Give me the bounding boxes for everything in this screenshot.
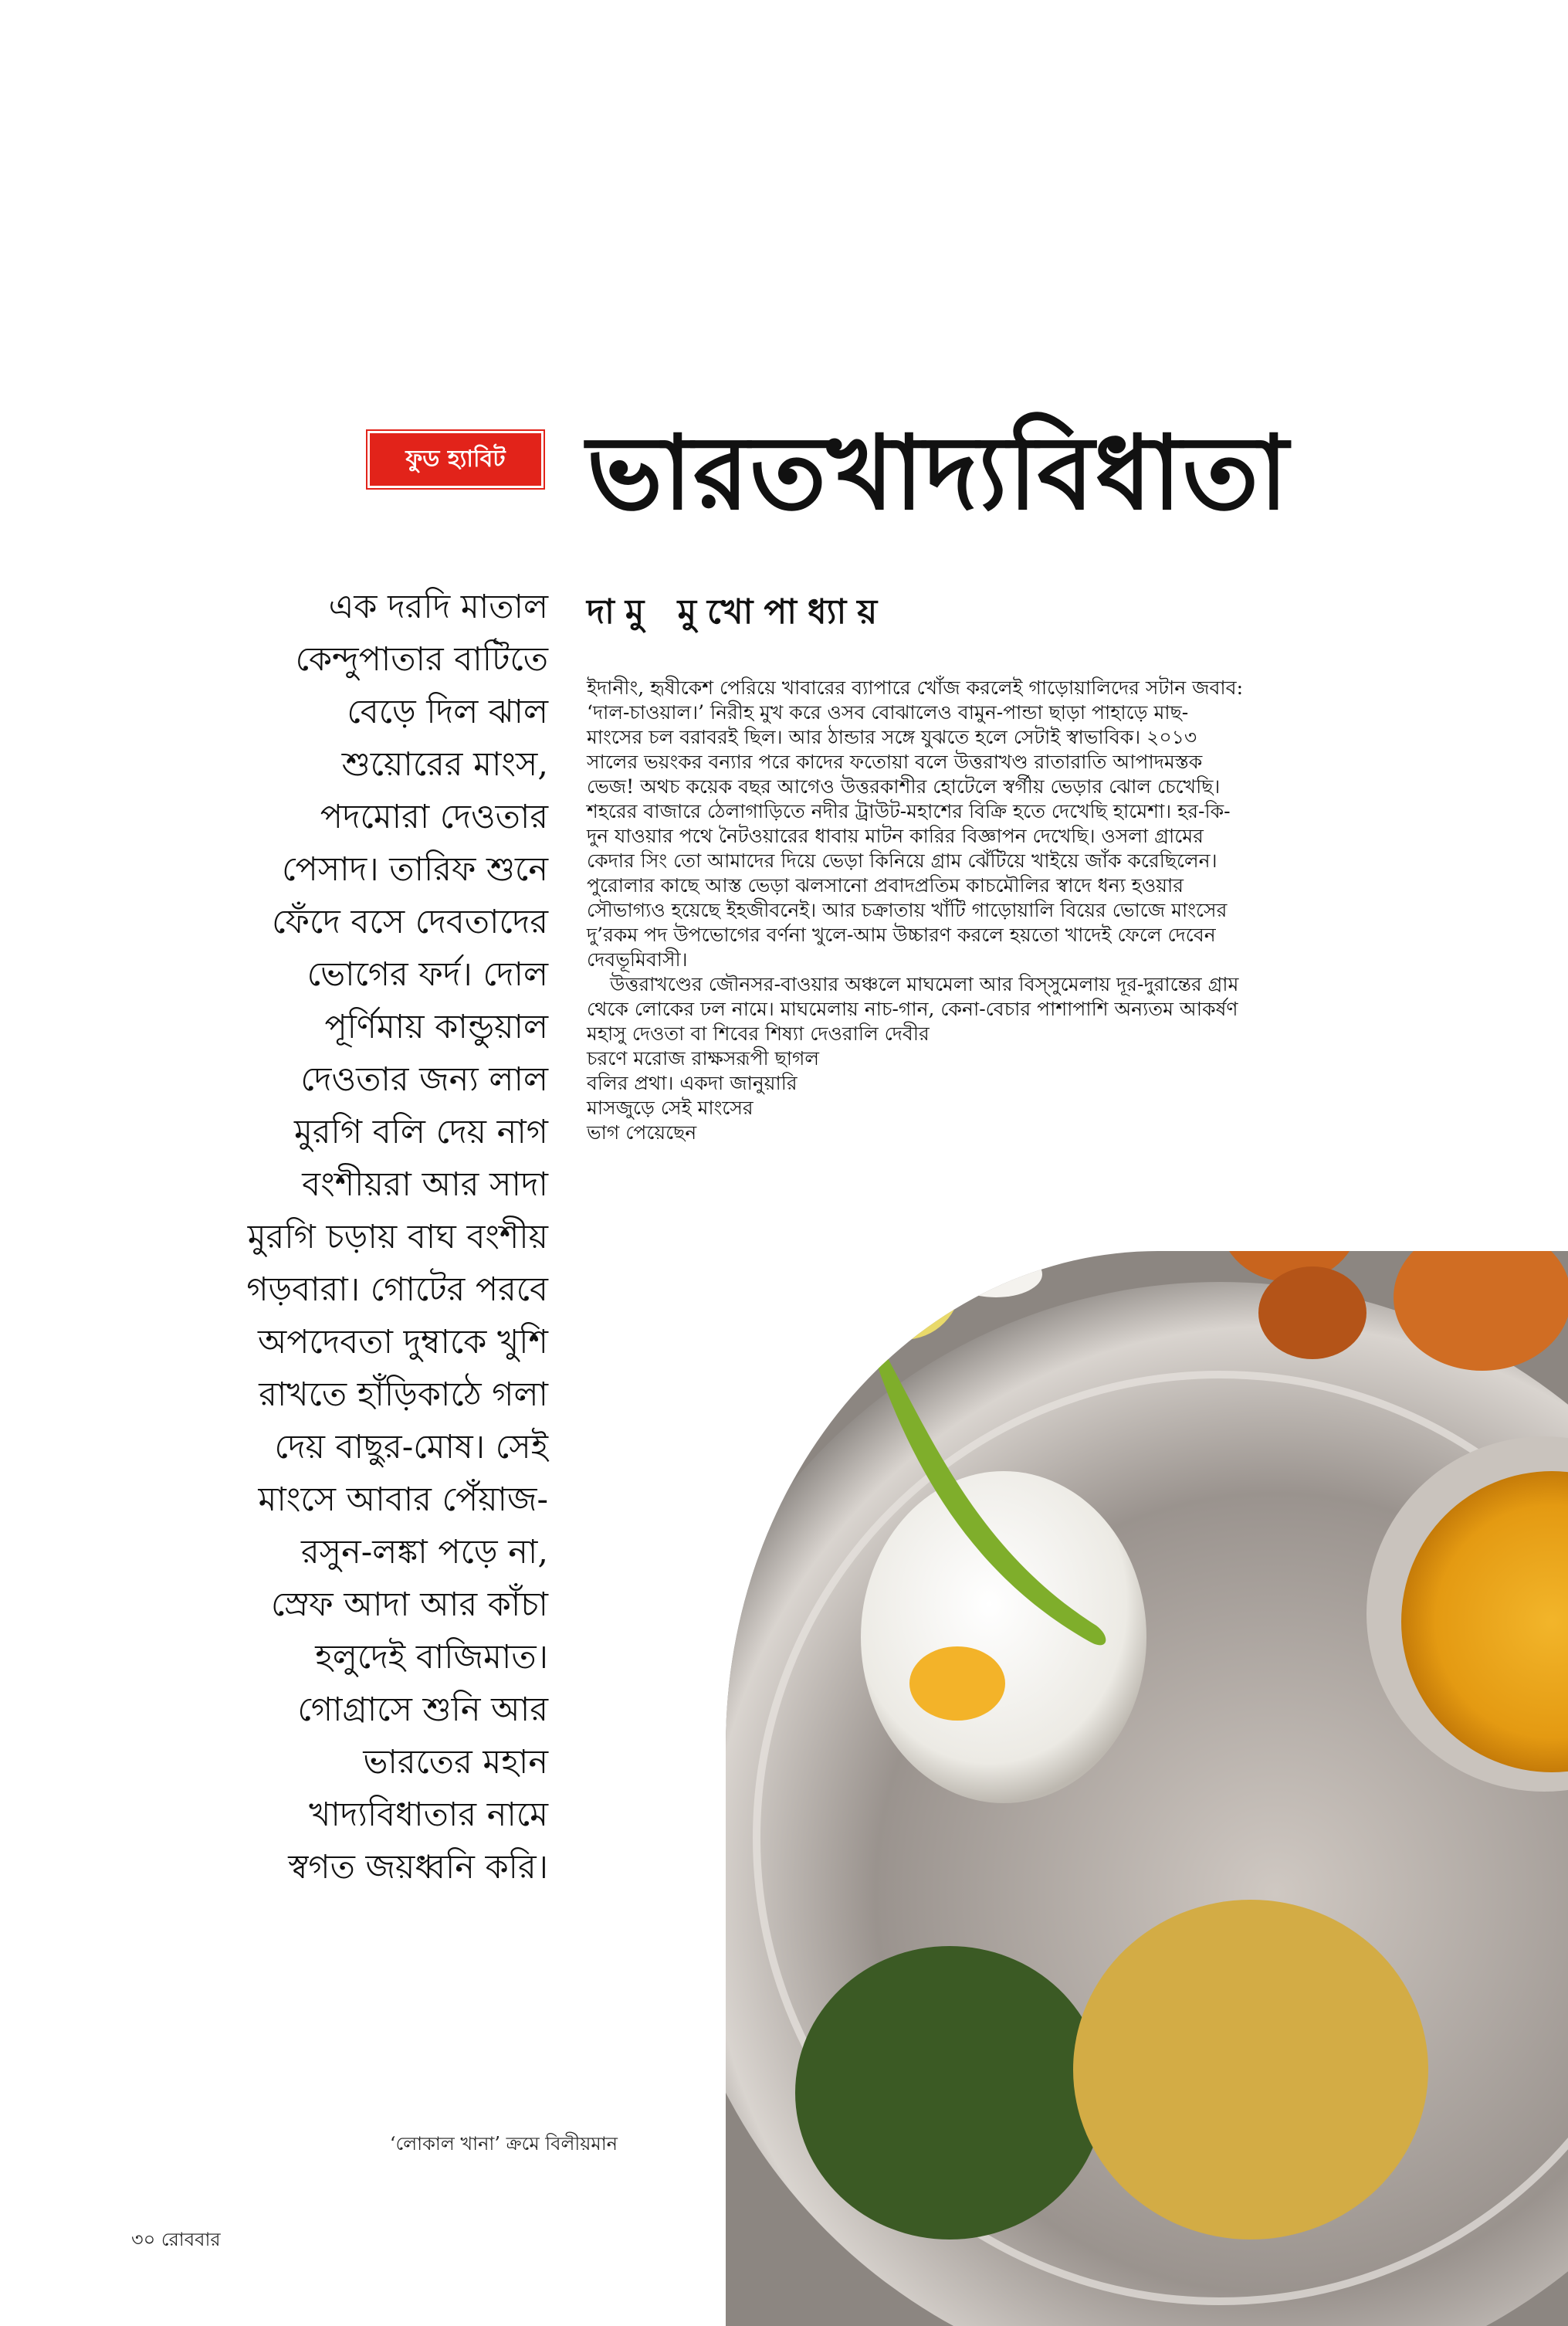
body-line: থেকে লোকের ঢল নামে। মাঘমেলায় নাচ-গান, কেনা-বেচার পাশাপাশি অন্যতম আকর্ষণ xyxy=(587,998,1238,1020)
page-folio: ৩০ রোববার xyxy=(131,2229,221,2250)
thali-illustration xyxy=(726,1251,1568,2326)
pull-quote-line: গড়বারা। গোটের পরবে xyxy=(246,1270,548,1309)
pull-quote-line: গোগ্রাসে শুনি আর xyxy=(297,1690,548,1729)
pull-quote-line: অপদেবতা দুম্বাকে খুশি xyxy=(257,1323,548,1361)
body-line: ‘দাল-চাওয়াল।’ নিরীহ মুখ করে ওসব বোঝালেও বামুন-পান্ডা ছাড়া পাহাড়ে মাছ- xyxy=(587,701,1189,724)
pull-quote-line: দেয় বাছুর-মোষ। সেই xyxy=(274,1428,548,1466)
body-line: দুন যাওয়ার পথে নৈটওয়ারের ধাবায় মাটন কারির বিজ্ঞাপন দেখেছি। ওসলা গ্রামের xyxy=(587,825,1204,847)
pull-quote-line: রাখতে হাঁড়িকাঠে গলা xyxy=(259,1375,548,1414)
body-line: ভাগ পেয়েছেন xyxy=(587,1121,697,1144)
pull-quote-line: মাংসে আবার পেঁয়াজ- xyxy=(258,1480,548,1519)
pull-quote-line: মুরগি চড়ায় বাঘ বংশীয় xyxy=(247,1218,548,1256)
body-line: ইদানীং, হৃষীকেশ পেরিয়ে খাবারের ব্যাপারে খোঁজ করলেই গাড়োয়ালিদের সটান জবাব: xyxy=(587,676,1243,699)
body-line: দেবভূমিবাসী। xyxy=(587,948,688,971)
body-line: পুরোলার কাছে আস্ত ভেড়া ঝলসানো প্রবাদপ্রতিম কাচমৌলির স্বাদে ধন্য হওয়ার xyxy=(587,874,1184,897)
thali-photo xyxy=(726,1251,1568,2326)
pull-quote-line: ভারতের মহান xyxy=(363,1743,548,1782)
body-line: বলির প্রথা। একদা জানুয়ারি xyxy=(587,1072,798,1094)
pull-quote-line: পূর্ণিমায় কান্ডুয়াল xyxy=(324,1008,548,1046)
pull-quote-line: খাদ্যবিধাতার নামে xyxy=(309,1795,548,1834)
ghee-dollop xyxy=(909,1646,1005,1721)
pull-quote-line: স্বগত জয়ধ্বনি করি। xyxy=(288,1848,548,1887)
pull-quote-line: ফেঁদে বসে দেবতাদের xyxy=(272,903,548,941)
potato-sabzi xyxy=(1073,1900,1428,2240)
body-line: সৌভাগ্যও হয়েছে ইহজীবনেই। আর চক্রাতায় খাঁটি গাড়োয়ালি বিয়ের ভোজে মাংসের xyxy=(587,899,1228,921)
body-line: মাসজুড়ে সেই মাংসের xyxy=(587,1097,754,1119)
body-line: কেদার সিং তো আমাদের দিয়ে ভেড়া কিনিয়ে গ্রাম ঝেঁটিয়ে খাইয়ে জাঁক করেছিলেন। xyxy=(587,849,1217,872)
pull-quote-line: কেন্দুপাতার বাটিতে xyxy=(295,640,548,679)
pull-quote-line: বেড়ে দিল ঝাল xyxy=(347,693,548,731)
pull-quote-line: রসুন-লঙ্কা পড়ে না, xyxy=(301,1533,548,1572)
pull-quote-line: ভোগের ফর্দ। দোল xyxy=(306,955,548,994)
section-tag: ফুড হ্যাবিট xyxy=(367,431,544,488)
photo-caption: ‘লোকাল খানা’ ক্রমে বিলীয়মান xyxy=(389,2133,618,2155)
body-line: সালের ভয়ংকর বন্যার পরে কাদের ফতোয়া বলে উত্তরাখণ্ড রাতারাতি আপাদমস্তক xyxy=(587,751,1203,773)
saag-greens xyxy=(795,1946,1104,2240)
pull-quote-line: শুয়োরের মাংস, xyxy=(341,745,548,784)
body-line: মাংসের চল বরাবরই ছিল। আর ঠান্ডার সঙ্গে যুঝতে হলে সেটাই স্বাভাবিক। ২০১৩ xyxy=(587,726,1197,748)
salt-heap xyxy=(950,1251,1042,1297)
pull-quote-line: দেওতার জন্য লাল xyxy=(300,1060,548,1099)
pull-quote-line: পেসাদ। তারিফ শুনে xyxy=(282,850,548,889)
body-line: দু’রকম পদ উপভোগের বর্ণনা খুলে-আম উচ্চারণ করলে হয়তো খাদেই ফেলে দেবেন xyxy=(587,924,1216,946)
pull-quote-line: হলুদেই বাজিমাত। xyxy=(315,1638,548,1677)
body-line: মহাসু দেওতা বা শিবের শিষ্যা দেওরালি দেবীর xyxy=(587,1022,930,1045)
body-line: উত্তরাখণ্ডের জৌনসর-বাওয়ার অঞ্চলে মাঘমেলা আর বিস্সুমেলায় দূর-দুরান্তের গ্রাম xyxy=(610,973,1239,995)
pull-quote-line: মুরগি বলি দেয় নাগ xyxy=(294,1113,548,1151)
body-line: শহরের বাজারে ঠেলাগাড়িতে নদীর ট্রাউট-মহাশের বিক্রি হতে দেখেছি হামেশা। হর-কি- xyxy=(587,800,1231,822)
headline: ভারতখাদ্যবিধাতা xyxy=(587,413,1289,533)
pull-quote-line: পদমোরা দেওতার xyxy=(320,798,548,836)
pull-quote-line: স্রেফ আদা আর কাঁচা xyxy=(270,1585,548,1624)
pull-quote-line: বংশীয়রা আর সাদা xyxy=(302,1165,548,1204)
body-line: ভেজ! অথচ কয়েক বছর আগেও উত্তরকাশীর হোটেলে স্বর্গীয় ভেড়ার ঝোল চেখেছি। xyxy=(587,775,1221,798)
byline: দামু মুখোপাধ্যায় xyxy=(587,592,889,632)
article-body xyxy=(587,676,1405,1145)
pull-quote-line: এক দরদি মাতাল xyxy=(328,588,548,626)
pull-quote xyxy=(131,581,548,1894)
fritter-3 xyxy=(1258,1266,1366,1359)
body-line: চরণে মরোজ রাক্ষসরূপী ছাগল xyxy=(587,1047,820,1070)
